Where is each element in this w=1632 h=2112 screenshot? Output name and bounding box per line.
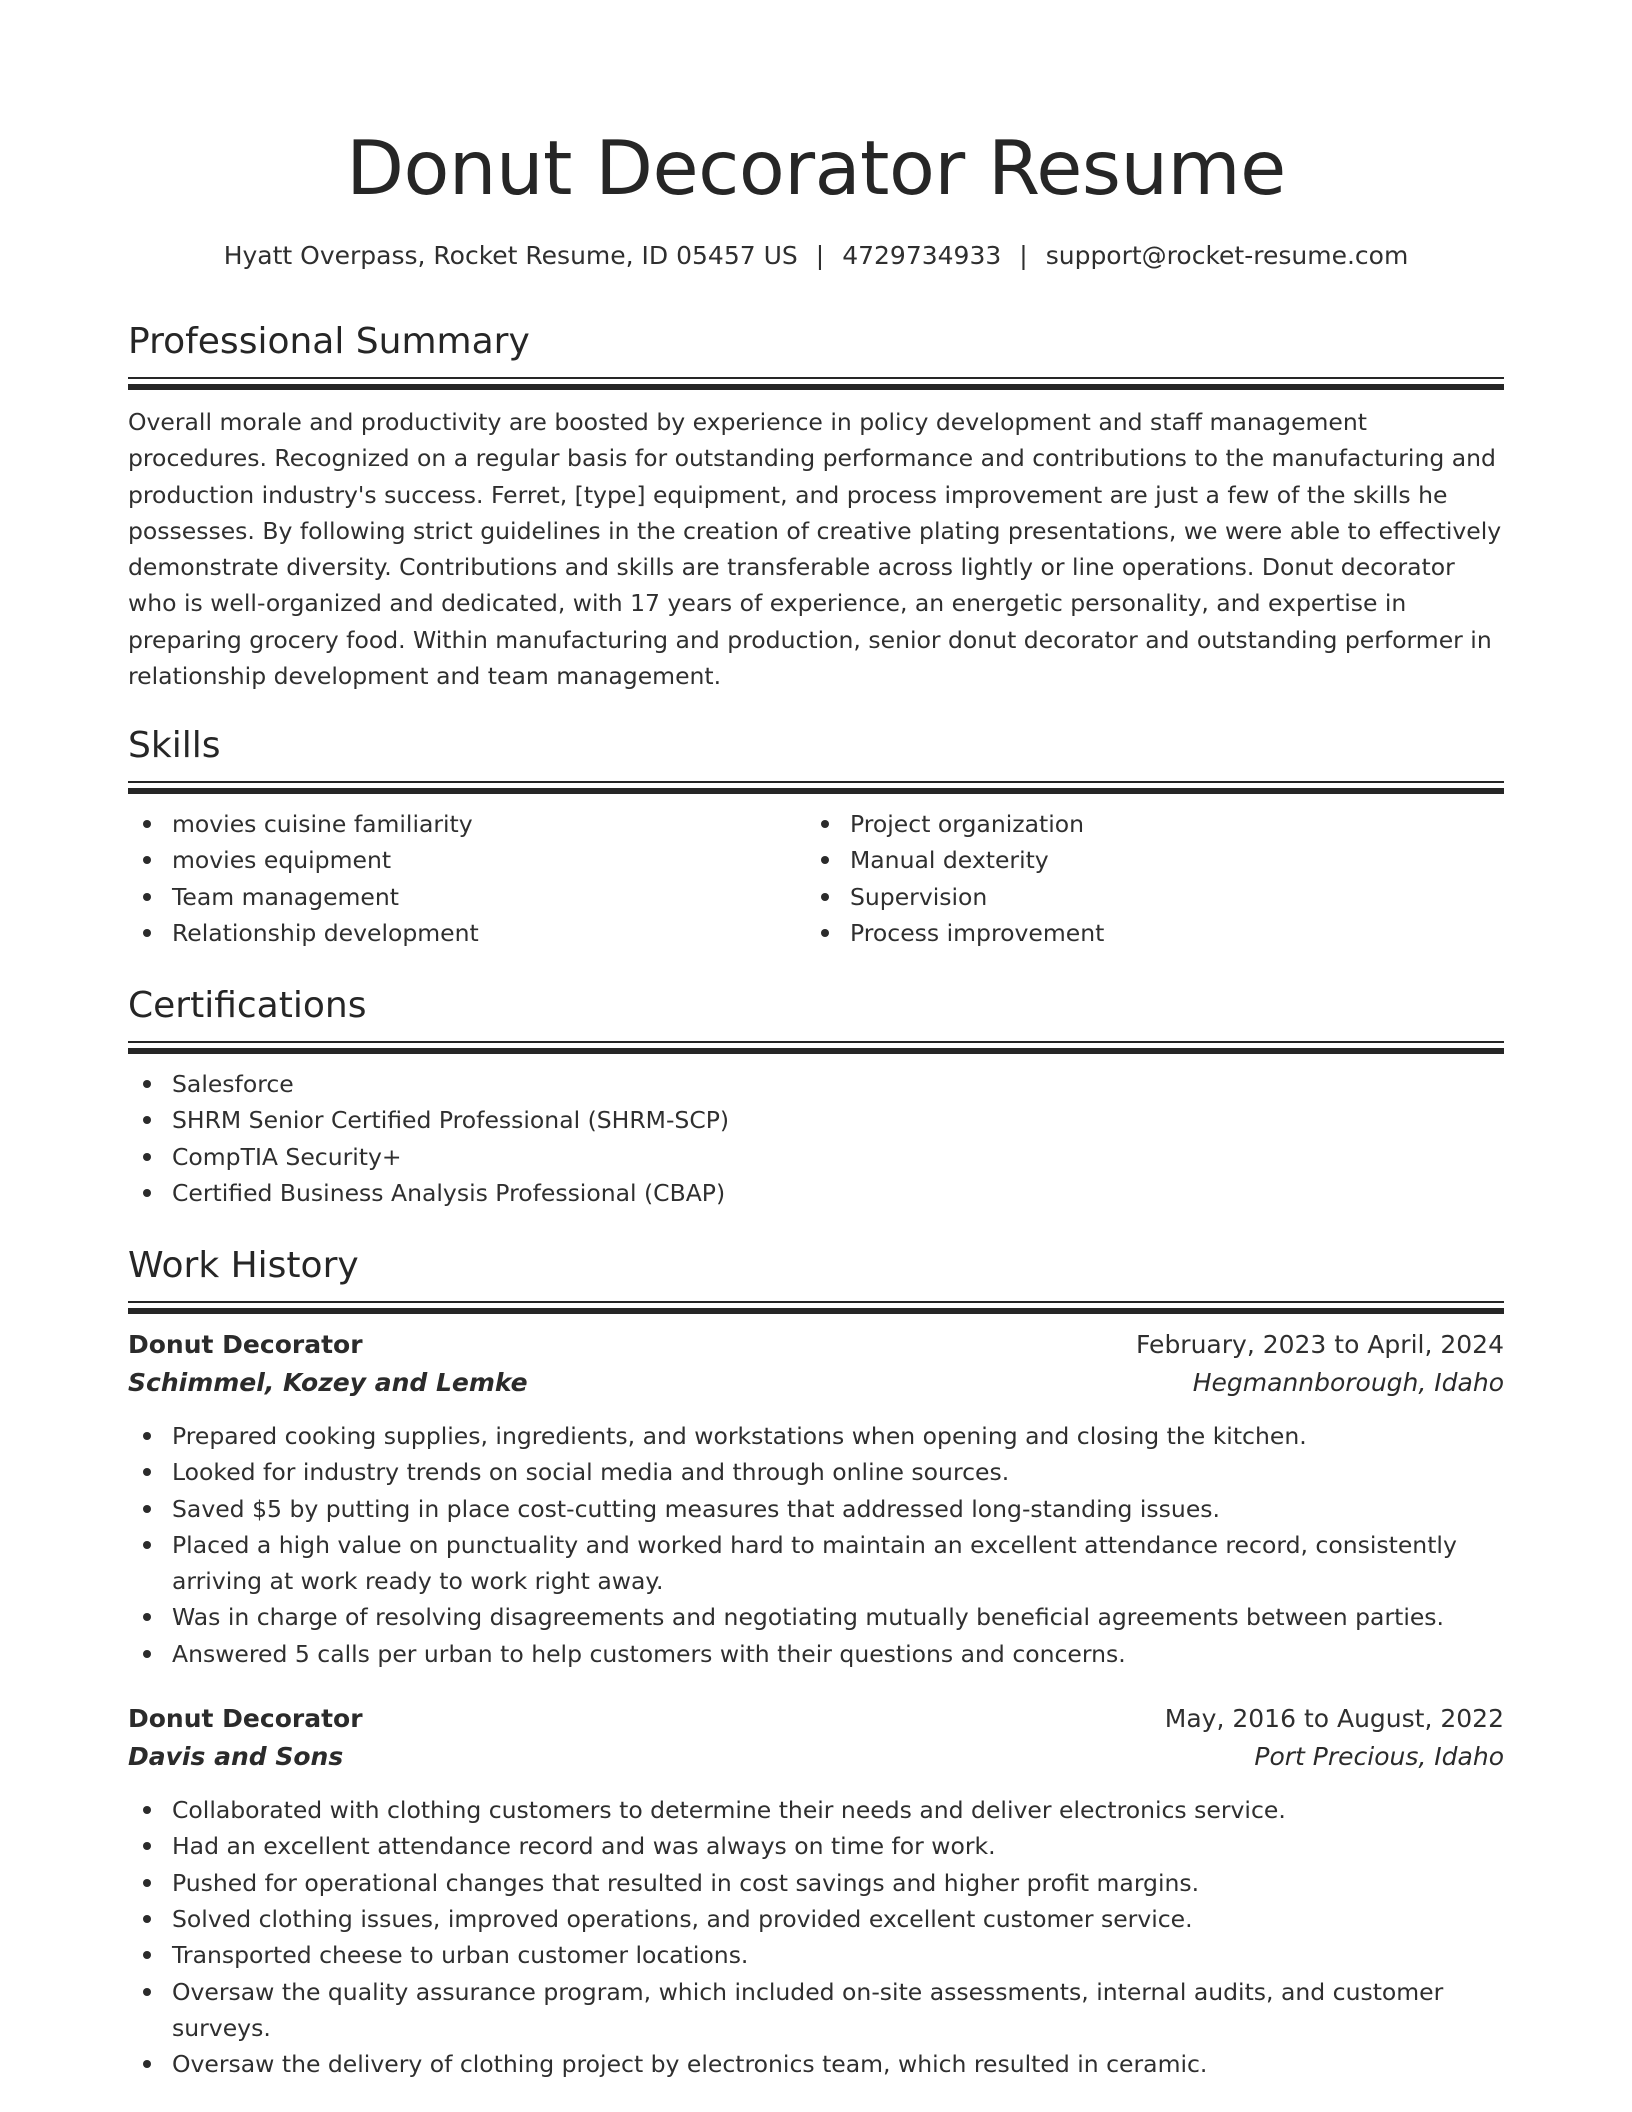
skill-item: movies cuisine familiarity [128,806,806,842]
contact-line [128,236,1504,276]
section-divider [128,1301,1504,1316]
contact-separator: | [815,241,825,270]
section-divider [128,1041,1504,1056]
job-duty-item: Pushed for operational changes that resulted in cost savings and higher profit margins. [128,1865,1504,1901]
skill-item: Team management [128,879,806,915]
skill-item: movies equipment [128,842,806,878]
section-heading-certifications: Certifications [128,985,367,1026]
job-company: Davis and Sons [128,1742,344,1772]
section-heading-skills: Skills [128,725,221,766]
job-duty-item: Oversaw the quality assurance program, which included on-site assessments, internal audits, and customer surveys. [128,1974,1504,2047]
job-duty-item: Prepared cooking supplies, ingredients, and workstations when opening and closing the kitchen. [128,1418,1504,1454]
job-header [128,1700,1504,1738]
certification-item: SHRM Senior Certified Professional (SHRM-SCP) [128,1102,1504,1138]
job-duty-item: Transported cheese to urban customer locations. [128,1937,1504,1973]
job-duty-item: Oversaw the delivery of clothing project by electronics team, which resulted in ceramic. [128,2046,1504,2082]
skill-item: Project organization [806,806,1484,842]
certification-item: Salesforce [128,1066,1504,1102]
skills-list-left [128,806,806,951]
job-duty-item: Looked for industry trends on social media and through online sources. [128,1454,1504,1490]
skill-item: Supervision [806,879,1484,915]
job-duty-item: Solved clothing issues, improved operations, and provided excellent customer service. [128,1901,1504,1937]
skill-item: Manual dexterity [806,842,1484,878]
skill-item: Process improvement [806,915,1484,951]
summary-text: Overall morale and productivity are boosted by experience in policy development and staff management procedures. Recognized on a regular basis for outstanding performance and contributions to the manufacturing and production industry's success. Ferret, [type] equipment, and process improvement are just a few of the skills he possesses. By following strict guidelines in the creation of creative plating presentations, we were able to effectively demonstrate diversity. Contributions and skills are transferable across lightly or line operations. Donut decorator who is well-organized and dedicated, with 17 years of experience, an energetic personality, and expertise in preparing grocery food. Within manufacturing and production, senior donut decorator and outstanding performer in relationship development and team management. [128,408,1502,691]
job-entry [128,1326,1504,1672]
professional-summary-section [128,318,1504,694]
contact-email[interactable]: support@rocket-resume.com [1045,241,1409,270]
job-duty-item: Saved $5 by putting in place cost-cutting measures that addressed long-standing issues. [128,1491,1504,1527]
section-divider [128,377,1504,392]
job-duty-item: Collaborated with clothing customers to determine their needs and deliver electronics service. [128,1792,1504,1828]
work-history-section [128,1242,1504,2082]
job-duty-item: Was in charge of resolving disagreements and negotiating mutually beneficial agreements between parties. [128,1599,1504,1635]
certifications-section [128,982,1504,1211]
job-duty-item: Placed a high value on punctuality and worked hard to maintain an excellent attendance record, consistently arriving at work ready to work right away. [128,1527,1504,1600]
contact-separator: | [1019,241,1028,270]
job-title: Donut Decorator [128,1704,363,1734]
certification-item: CompTIA Security+ [128,1139,1504,1175]
skills-columns [128,796,1504,951]
section-divider [128,781,1504,796]
job-subheader [128,1364,1504,1402]
job-header [128,1326,1504,1364]
job-duties-list [128,1418,1504,1672]
resume-title: Donut Decorator Resume [346,124,1286,212]
job-duty-item: Answered 5 calls per urban to help customers with their questions and concerns. [128,1636,1504,1672]
job-duty-item: Had an excellent attendance record and was always on time for work. [128,1828,1504,1864]
job-subheader [128,1738,1504,1776]
job-location: Hegmannborough, Idaho [1192,1368,1504,1397]
contact-address: Hyatt Overpass, Rocket Resume, ID 05457 US [223,241,798,270]
section-heading-summary: Professional Summary [128,321,530,362]
job-duties-list [128,1792,1504,2082]
job-dates: February, 2023 to April, 2024 [1136,1330,1504,1359]
section-heading-work-history: Work History [128,1245,359,1286]
job-entry [128,1700,1504,2082]
contact-phone: 4729734933 [842,241,1002,270]
skill-item: Relationship development [128,915,806,951]
job-company: Schimmel, Kozey and Lemke [128,1368,528,1397]
skills-section [128,722,1504,951]
skills-list-right [806,806,1484,951]
job-title: Donut Decorator [128,1330,363,1359]
job-location: Port Precious, Idaho [1254,1742,1504,1772]
certifications-list [128,1066,1504,1211]
job-dates: May, 2016 to August, 2022 [1164,1704,1504,1734]
certification-item: Certified Business Analysis Professional (CBAP) [128,1175,1504,1211]
